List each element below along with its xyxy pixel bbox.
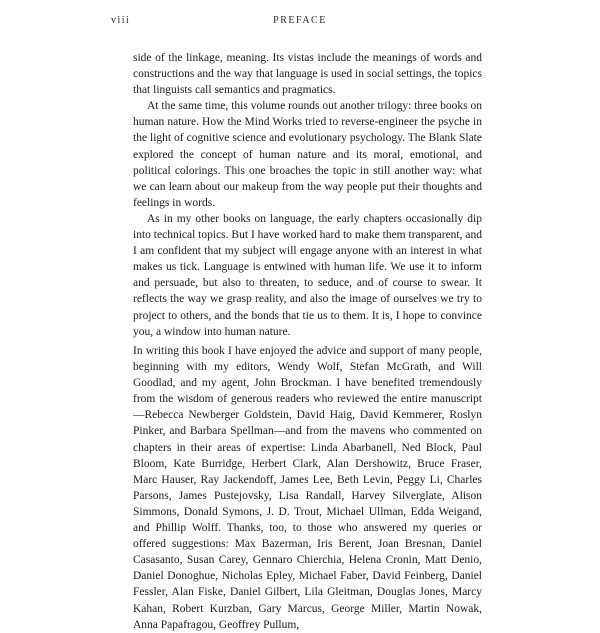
acknowledgments-paragraph: In writing this book I have enjoyed the advice and support of many people, beginning with my editors, Wendy Wolf, Stefan McGrath, and Will Goodlad, and my agent, John Brockman. I have benefited tremendously from the wisdom of generous readers who reviewed the entire manuscript—Rebecca Newberger Goldstein, David Haig, David Kemmerer, Roslyn Pinker, and Barbara Spellman—and from the mavens who commented on chapters in their areas of expertise: Linda Abarbanell, Ned Block, Paul Bloom, Kate Burridge, Herbert Clark, Alan Dershowitz, Bruce Fraser, Marc Hauser, Ray Jackendoff, James Lee, Beth Levin, Peggy Li, Charles Parsons, James Pustejovsky, Lisa Randall, Harvey Silverglate, Alison Simmons, Donald Symons, J. D. Trout, Michael Ullman, Edda Weigand, and Phillip Wolff. Thanks, too, to those who answered my queries or offered suggestions: Max Bazerman, Iris Berent, Joan Bresnan, Daniel Casasanto, Susan Carey, Gennaro Chierchia, Helena Cronin, Matt Denio, Daniel Donoghue, Nicholas Epley, Michael Faber, David Feinberg, Daniel Fessler, Alan Fiske, Daniel Gilbert, Lila Gleitman, Douglas Jones, Marcy Kahan, Robert Kurzban, Gary Marcus, George Miller, Martin Nowak, Anna Papafragou, Geoffrey Pullum, [133,345,482,631]
paragraph-3: As in my other books on language, the early chapters occasionally dip into technical topics. But I have worked hard to make them transparent, and I am confident that my subject will engage anyone with an interest in what makes us tick. Language is entwined with human life. We use it to inform and persuade, but also to threaten, to seduce, and of course to swear. It reflects the way we grasp reality, and also the image of ourselves we try to project to others, and the bonds that tie us to them. It is, I hope to convince you, a window into human nature. [133,212,482,338]
preface-body [133,50,482,340]
paragraph-2: At the same time, this volume rounds out another trilogy: three books on human nature. How the Mind Works tried to reverse-engineer the psyche in the light of cognitive science and evolutionary psychology. The Blank Slate explored the concept of human nature and its moral, emotional, and political colorings. This one broaches the topic in still another way: what we can learn about our makeup from the way people put their thoughts and feelings in words. [133,100,482,209]
paragraph-1: side of the linkage, meaning. Its vistas include the meanings of words and constructions and the way that language is used in social settings, the topics that linguists call semantics and pragmatics. [133,52,482,97]
running-head-title: PREFACE [273,15,327,26]
acknowledgments-section [133,343,482,633]
page-number: viii [111,15,131,26]
running-head [0,15,600,29]
